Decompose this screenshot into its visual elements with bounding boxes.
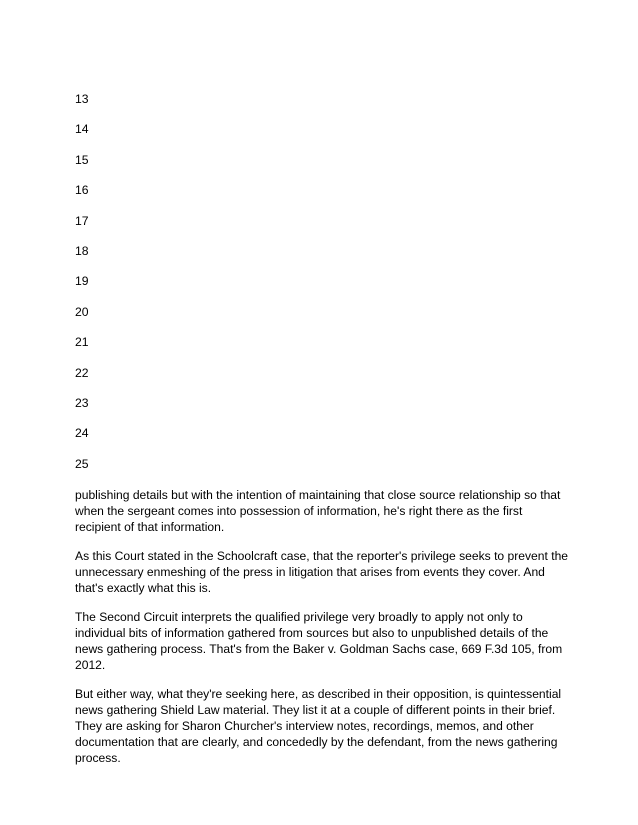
line-number: 15	[75, 152, 89, 167]
paragraph-shield-law: But either way, what they're seeking here, as described in their opposition, is quintessential news gathering Shield Law material. They list it at a couple of different points in their brief. They are asking for Sharon Churcher's interview notes, recordings, memos, and other documentation that are clearly, and concededly by the defendant, from the news gathering process.	[75, 687, 562, 765]
line-number: 17	[75, 213, 89, 228]
line-number: 22	[75, 365, 89, 380]
transcript-body	[75, 487, 571, 779]
line-number: 13	[75, 92, 89, 106]
line-number-column	[75, 90, 89, 485]
paragraph-source-relationship: publishing details but with the intention of maintaining that close source relationship so that when the sergeant comes into possession of information, he's right there as the first recipient of that information.	[75, 488, 561, 534]
line-number: 18	[75, 243, 89, 258]
line-number: 14	[75, 122, 89, 137]
line-number: 23	[75, 395, 89, 410]
line-number: 19	[75, 274, 89, 289]
line-number: 21	[75, 335, 89, 350]
paragraph-schoolcraft: As this Court stated in the Schoolcraft case, that the reporter's privilege seeks to prevent the unnecessary enmeshing of the press in litigation that arises from events they cover. And that's exactly what this is.	[75, 549, 569, 595]
line-number: 25	[75, 456, 89, 471]
line-number: 24	[75, 426, 89, 441]
line-number: 16	[75, 183, 89, 198]
line-number: 20	[75, 304, 89, 319]
paragraph-second-circuit: The Second Circuit interprets the qualified privilege very broadly to apply not only to individual bits of information gathered from sources but also to unpublished details of the news gathering process. That's from the Baker v. Goldman Sachs case, 669 F.3d 105, from 2012.	[75, 610, 563, 672]
